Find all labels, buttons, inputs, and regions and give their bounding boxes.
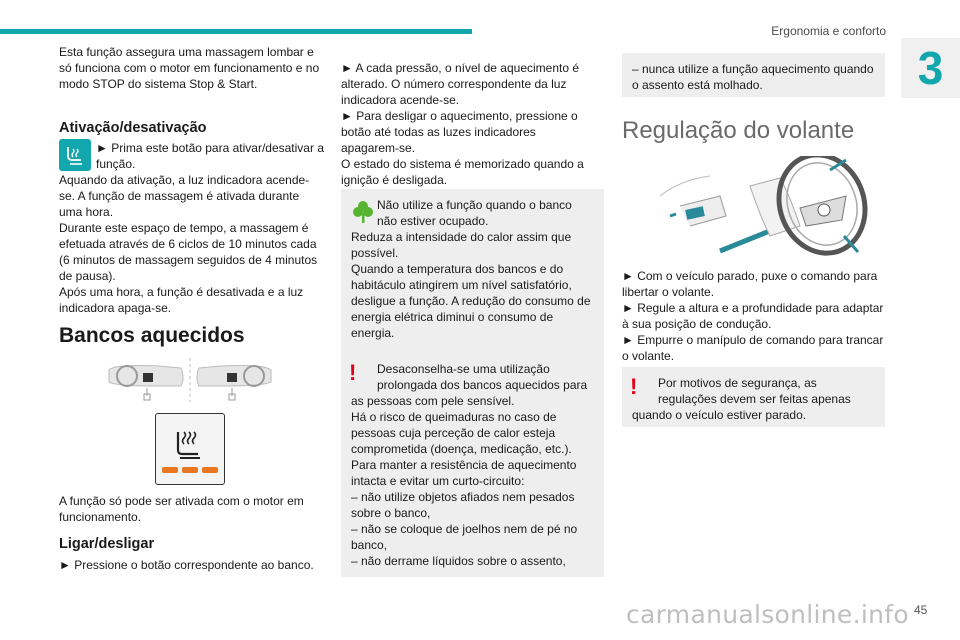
warning-icon: ! bbox=[349, 360, 357, 385]
massage-intro: Esta função assegura uma massagem lombar e só funciona com o motor em funcionamento e no modo STOP do sistema Stop & Start. bbox=[59, 45, 320, 91]
memory-text: O estado do sistema é memorizado quando a ignição é desligada. bbox=[341, 157, 584, 187]
eco-note-body: Reduza a intensidade do calor assim que possível. Quando a temperatura dos bancos e do habitáculo atingirem um nível satisfatório, desligue a função. A redução do consumo de energia elétrica diminui o consumo de energia. bbox=[351, 230, 591, 340]
warning-note-first: Desaconselha-se uma utilização prolongada dos bancos aquecidos para bbox=[377, 362, 588, 392]
page-number: 45 bbox=[914, 603, 928, 617]
eco-tree-icon bbox=[351, 197, 377, 229]
warning-note bbox=[341, 353, 604, 577]
warning-note-continued bbox=[622, 53, 885, 97]
safety-note bbox=[622, 367, 885, 427]
safety-note-body: quando o veículo estiver parado. bbox=[632, 408, 807, 422]
activation-line-2: Aquando da ativação, a luz indicadora acende-se. A função de massagem é ativada durante uma hora. bbox=[59, 173, 310, 219]
eco-note-first: Não utilize a função quando o banco não estiver ocupado. bbox=[377, 198, 572, 228]
wheel-step-3: ► Empurre o manípulo de comando para trancar o volante. bbox=[622, 333, 884, 363]
heading-steering-wheel: Regulação do volante bbox=[622, 117, 855, 144]
wheel-step-2: ► Regule a altura e a profundidade para adaptar à sua posição de condução. bbox=[622, 301, 884, 331]
steering-wheel-diagram bbox=[650, 156, 884, 260]
header-accent-bar bbox=[0, 29, 472, 34]
safety-note-first: Por motivos de segurança, as regulações devem ser feitas apenas bbox=[658, 376, 851, 406]
heated-seat-icon bbox=[156, 414, 224, 484]
activation-line-4: Após uma hora, a função é desativada e a luz indicadora apaga-se. bbox=[59, 285, 304, 315]
chapter-number: 3 bbox=[901, 38, 960, 98]
heading-activation: Ativação/desativação bbox=[59, 120, 207, 136]
heating-level-text: ► A cada pressão, o nível de aquecimento é alterado. O número correspondente da luz indicadora acende-se. bbox=[341, 61, 580, 107]
heated-seat-button bbox=[155, 413, 225, 485]
heated-seats-caption: A função só pode ser ativada com o motor em funcionamento. bbox=[59, 494, 304, 524]
watermark-text: carmanualsonline.info bbox=[626, 600, 909, 629]
wheel-step-1: ► Com o veículo parado, puxe o comando para libertar o volante. bbox=[622, 269, 878, 299]
safety-warning-icon: ! bbox=[630, 374, 638, 399]
heading-heated-seats: Bancos aquecidos bbox=[59, 324, 245, 347]
eco-note bbox=[341, 189, 604, 361]
warning-continued-text: – nunca utilize a função aquecimento quando o assento está molhado. bbox=[632, 62, 874, 92]
heated-seats-diagram bbox=[99, 356, 329, 404]
massage-icon bbox=[59, 139, 91, 171]
activation-line-3: Durante este espaço de tempo, a massagem é efetuada através de 6 ciclos de 10 minutos cada (6 minutos de massagem seguidos de 4 minutos de pausa). bbox=[59, 221, 318, 283]
heating-off-text: ► Para desligar o aquecimento, pressione o botão até todas as luzes indicadores apagarem-se. bbox=[341, 109, 578, 155]
heading-on-off: Ligar/desligar bbox=[59, 536, 155, 552]
warning-note-body: as pessoas com pele sensível. Há o risco de queimaduras no caso de pessoas cuja perceção de calor esteja comprometida (doença, medicação, etc.). Para manter a resistência de aquecimento intacta e evitar um curto-circuito: – não utilize objetos afiados nem pesados sobre o banco, – não se coloque de joelhos nem de pé no banco, – não derrame líquidos sobre o assento, bbox=[351, 394, 578, 568]
activation-instruction: ► Prima este botão para ativar/desativar a função. bbox=[96, 141, 324, 171]
section-title: Ergonomia e conforto bbox=[771, 24, 886, 38]
on-off-instruction: ► Pressione o botão correspondente ao banco. bbox=[59, 558, 314, 572]
